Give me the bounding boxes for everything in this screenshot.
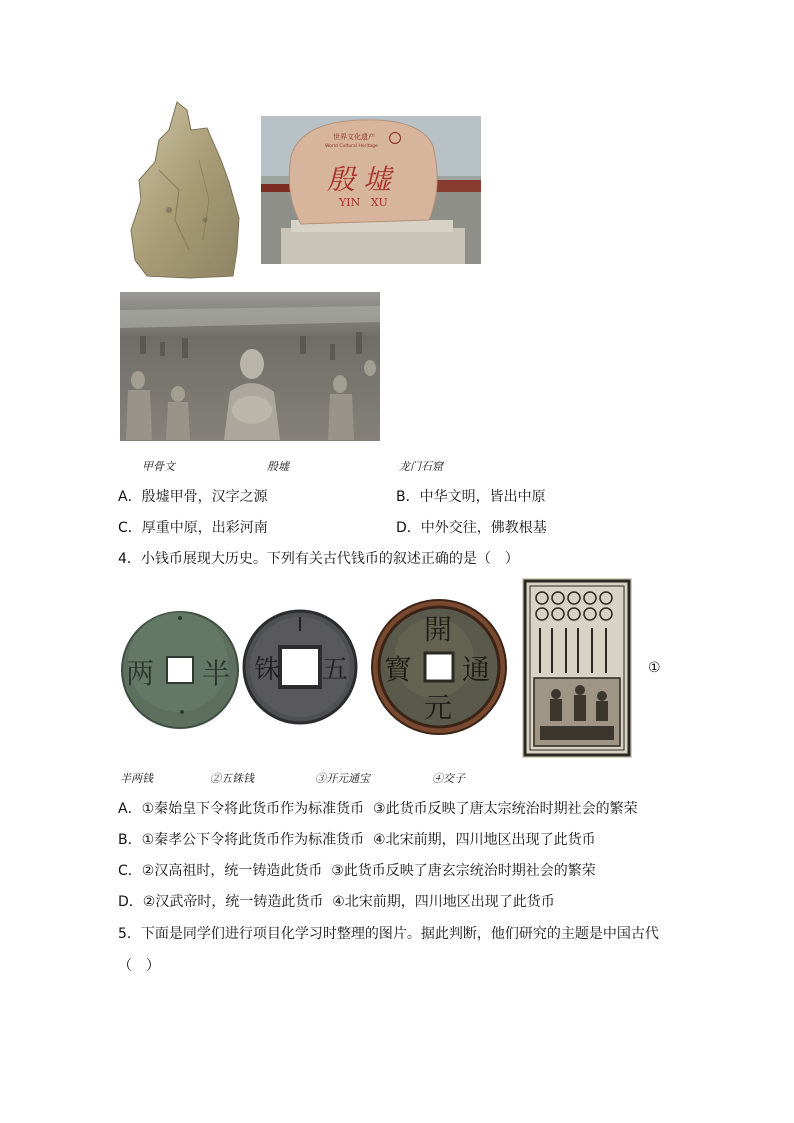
- wuzhu-coin-image: [242, 609, 358, 725]
- q3-option-b[interactable]: [396, 487, 546, 507]
- q5-answer-paren: （ ）: [118, 958, 160, 974]
- q5-stem: 5．下面是同学们进行项目化学习时整理的图片。据此判断，他们研究的主题是中国古代: [118, 926, 659, 942]
- coin-char-bao: 寳: [384, 653, 413, 686]
- stone-pinyin: YIN XU: [339, 196, 388, 209]
- option-letter: C．: [118, 520, 142, 536]
- option-text: ②汉武帝时，统一铸造此货币 ④北宋前期，四川地区出现了此货币: [142, 894, 555, 910]
- jiaozi-banknote-image: [522, 578, 632, 758]
- option-letter: A．: [118, 489, 142, 505]
- option-text: ①秦始皇下令将此货币作为标准货币 ③此货币反映了唐太宗统治时期社会的繁荣: [141, 801, 638, 817]
- kaiyuan-coin-image: [370, 598, 508, 736]
- stone-heritage-line1: 世界文化遗产: [333, 133, 375, 141]
- option-text: 中华文明，皆出中原: [419, 489, 546, 505]
- banliang-coin-image: [120, 610, 240, 730]
- option-letter: A．: [118, 801, 142, 817]
- oracle-bone-image: [129, 100, 241, 280]
- q3-option-a[interactable]: [118, 487, 268, 507]
- coin-char-zhu: 铢: [254, 655, 281, 685]
- caption-yinxu: 殷墟: [267, 460, 289, 473]
- option-text: ②汉高祖时，统一铸造此货币 ③此货币反映了唐玄宗统治时期社会的繁荣: [141, 863, 596, 879]
- q4-option-b[interactable]: [118, 830, 596, 850]
- jiaozi-side-mark: ①: [648, 660, 661, 676]
- option-letter: D．: [396, 520, 421, 536]
- option-text: 厚重中原，出彩河南: [141, 520, 268, 536]
- coin-char-ban: 半: [202, 657, 231, 690]
- coin-char-kai: 開: [424, 613, 453, 646]
- coin-char-liang: 两: [126, 657, 155, 690]
- q4-stem: 4．小钱币展现大历史。下列有关古代钱币的叙述正确的是（ ）: [118, 551, 519, 567]
- option-letter: C．: [118, 863, 142, 879]
- caption-kaiyuan: ③开元通宝: [315, 772, 370, 785]
- stone-heritage-line2: World Cultural Heritage: [325, 144, 378, 149]
- coin-char-yuan: 元: [424, 691, 453, 724]
- option-letter: B．: [396, 489, 420, 505]
- q4-option-d[interactable]: [118, 892, 555, 912]
- option-letter: D．: [118, 894, 143, 910]
- stone-chars: 殷墟: [327, 163, 400, 196]
- q3-option-c[interactable]: [118, 518, 268, 538]
- option-letter: B．: [118, 832, 142, 848]
- option-text: ①秦孝公下令将此货币作为标准货币 ④北宋前期，四川地区出现了此货币: [141, 832, 596, 848]
- q4-option-c[interactable]: [118, 861, 596, 881]
- coin-char-wu: 五: [322, 655, 349, 685]
- heritage-emblem-icon: [389, 132, 401, 144]
- caption-jiaozi: ④交子: [432, 772, 465, 785]
- option-text: 殷墟甲骨，汉字之源: [141, 489, 268, 505]
- caption-oracle-bone: 甲骨文: [142, 460, 175, 473]
- caption-longmen: 龙门石窟: [399, 460, 443, 473]
- q4-option-a[interactable]: [118, 799, 638, 819]
- coin-char-tong: 通: [462, 653, 491, 686]
- caption-banliang: 半两钱: [120, 772, 153, 785]
- option-text: 中外交往，佛教根基: [420, 520, 547, 536]
- caption-wuzhu: ②五铢钱: [210, 772, 254, 785]
- q3-option-d[interactable]: [396, 518, 547, 538]
- longmen-grottoes-photo: [120, 292, 380, 441]
- yinxu-stone-photo: [261, 116, 481, 264]
